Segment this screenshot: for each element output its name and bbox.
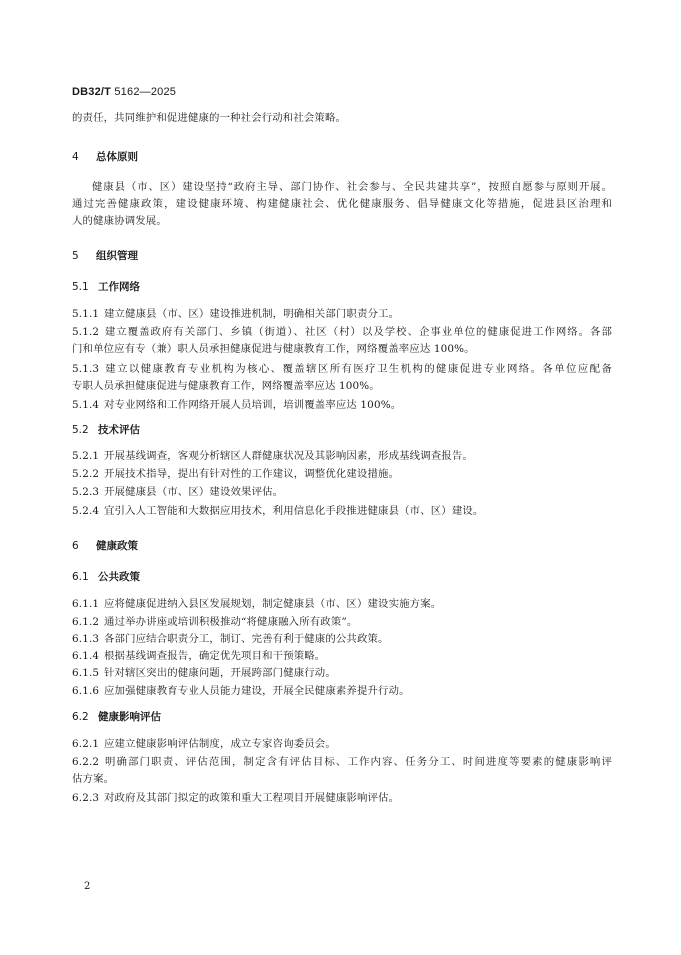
standard-header: DB32/T 5162—2025 <box>72 86 177 98</box>
clause-5-1-2-continuation: 门和单位应有专（兼）职人员承担健康促进与健康教育工作，网络覆盖率应达 100%。 <box>72 343 475 355</box>
clause-6-2-2-continuation: 估方案。 <box>72 773 115 785</box>
section-5-2-heading: 5.2 技术评估 <box>72 424 140 436</box>
section-6-2-heading: 6.2 健康影响评估 <box>72 711 161 723</box>
clause-6-1-6: 6.1.6 应加强健康教育专业人员能力建设，开展全民健康素养提升行动。 <box>72 685 410 697</box>
clause-5-1-3-continuation: 专职人员承担健康促进与健康教育工作，网络覆盖率应达 100%。 <box>72 380 380 392</box>
section-5-1-heading: 5.1 工作网络 <box>72 281 140 293</box>
clause-5-2-1: 5.2.1 开展基线调查，客观分析辖区人群健康状况及其影响因素，形成基线调查报告。 <box>72 450 473 462</box>
page-number: 2 <box>84 881 91 892</box>
section-6-heading: 6 健康政策 <box>72 540 138 552</box>
clause-5-2-4: 5.2.4 宜引入人工智能和大数据应用技术，利用信息化手段推进健康县（市、区）建设。 <box>72 505 484 517</box>
clause-6-1-2: 6.1.2 通过举办讲座或培训积极推动“将健康融入所有政策”。 <box>72 616 358 628</box>
clause-5-1-1: 5.1.1 建立健康县（市、区）建设推进机制，明确相关部门职责分工。 <box>72 308 400 320</box>
clause-6-1-3: 6.1.3 各部门应结合职责分工，制订、完善有利于健康的公共政策。 <box>72 633 389 645</box>
clause-5-1-2: 5.1.2 建立覆盖政府有关部门、乡镇（街道）、社区（村）以及学校、企事业单位的健康促进工作网络。各部 <box>72 326 612 338</box>
clause-6-2-2: 6.2.2 明确部门职责、评估范围，制定含有评估目标、工作内容、任务分工、时间进度等要素的健康影响评 <box>72 756 612 768</box>
clause-5-1-4: 5.1.4 对专业网络和工作网络开展人员培训，培训覆盖率应达 100%。 <box>72 399 402 411</box>
intro-line: 的责任，共同维护和促进健康的一种社会行动和社会策略。 <box>72 112 347 124</box>
clause-6-1-5: 6.1.5 针对辖区突出的健康问题，开展跨部门健康行动。 <box>72 667 336 679</box>
section-4-paragraph-line-1: 健康县（市、区）建设坚持“政府主导、部门协作、社会参与、全民共建共享”，按照自愿参与原则开展。 <box>92 181 612 193</box>
clause-5-1-3: 5.1.3 建立以健康教育专业机构为核心、覆盖辖区所有医疗卫生机构的健康促进专业网络。各单位应配备 <box>72 363 612 375</box>
clause-6-2-3: 6.2.3 对政府及其部门拟定的政策和重大工程项目开展健康影响评估。 <box>72 792 400 804</box>
clause-5-2-2: 5.2.2 开展技术指导，提出有针对性的工作建议，调整优化建设措施。 <box>72 468 400 480</box>
clause-6-1-1: 6.1.1 应将健康促进纳入县区发展规划，制定健康县（市、区）建设实施方案。 <box>72 598 442 610</box>
clause-6-1-4: 6.1.4 根据基线调查报告，确定优先项目和干预策略。 <box>72 650 326 662</box>
section-5-heading: 5 组织管理 <box>72 250 138 262</box>
clause-6-2-1: 6.2.1 应建立健康影响评估制度，成立专家咨询委员会。 <box>72 738 336 750</box>
section-4-heading: 4 总体原则 <box>72 151 138 163</box>
section-4-paragraph-line-2: 通过完善健康政策，建设健康环境、构建健康社会、优化健康服务、倡导健康文化等措施，促进县区治理和 <box>72 198 612 210</box>
section-6-1-heading: 6.1 公共政策 <box>72 571 140 583</box>
clause-5-2-3: 5.2.3 开展健康县（市、区）建设效果评估。 <box>72 486 284 498</box>
section-4-paragraph-line-3: 人的健康协调发展。 <box>72 215 167 227</box>
